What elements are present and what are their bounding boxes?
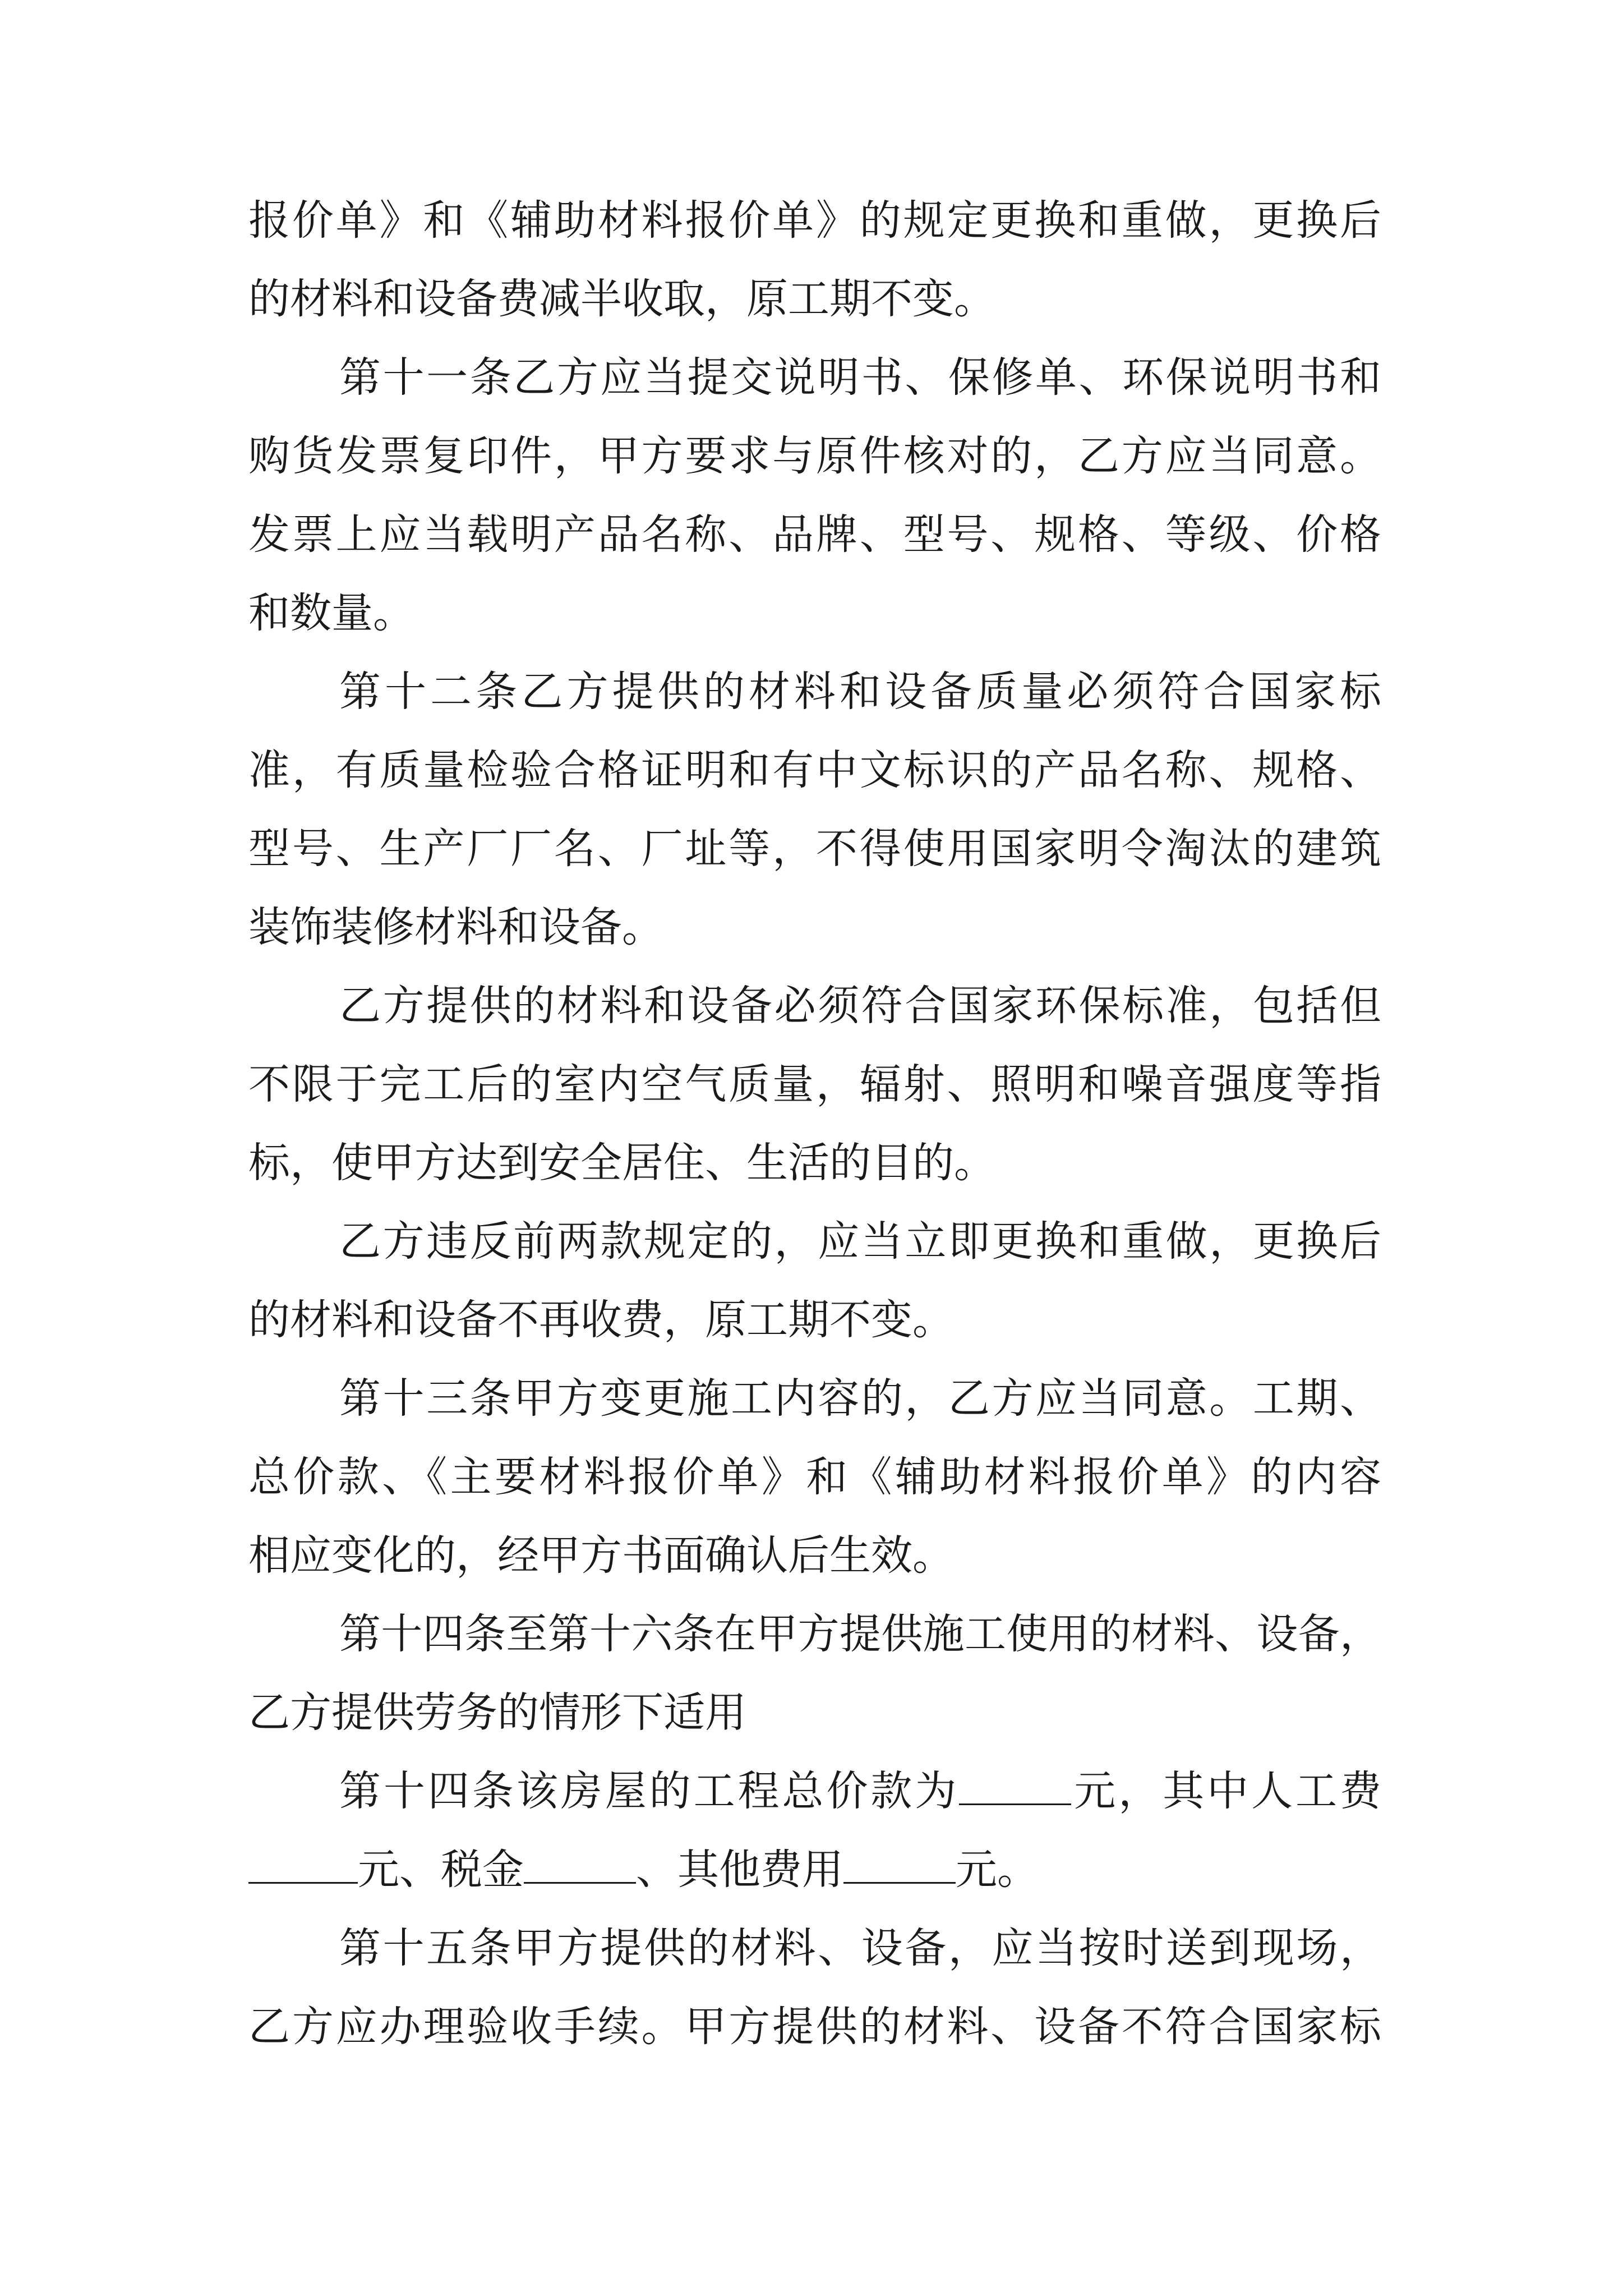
text-line: 报价单》和《辅助材料报价单》的规定更换和重做，更换后 xyxy=(248,196,1381,245)
article-14-text-d: 、其他费用 xyxy=(636,1846,843,1894)
paragraph-line: 乙方提供的材料和设备必须符合国家环保标准，包括但 xyxy=(339,982,1381,1030)
article-14-text-e: 元。 xyxy=(956,1846,1039,1894)
text-line: 总价款、《主要材料报价单》和《辅助材料报价单》的内容 xyxy=(248,1453,1381,1501)
text-line: 不限于完工后的室内空气质量，辐射、照明和噪音强度等指 xyxy=(248,1060,1381,1108)
text-line: 发票上应当载明产品名称、品牌、型号、规格、等级、价格 xyxy=(248,510,1381,559)
text-line: 的材料和设备不再收费，原工期不变。 xyxy=(248,1296,954,1344)
tax-blank xyxy=(524,1848,636,1884)
article-13-heading-line: 第十三条甲方变更施工内容的，乙方应当同意。工期、 xyxy=(339,1374,1381,1423)
article-14-line-1 xyxy=(339,1752,1381,1830)
text-line: 型号、生产厂厂名、厂址等，不得使用国家明令淘汰的建筑 xyxy=(248,825,1381,873)
text-line: 准，有质量检验合格证明和有中文标识的产品名称、规格、 xyxy=(248,746,1381,794)
text-line: 乙方提供劳务的情形下适用 xyxy=(248,1688,746,1737)
article-14-text-b: 元，其中人工费 xyxy=(1071,1767,1382,1815)
article-14-text-c: 元、税金 xyxy=(358,1846,524,1894)
text-line: 乙方应办理验收手续。甲方提供的材料、设备不符合国家标 xyxy=(248,2003,1381,2051)
article-15-heading-line: 第十五条甲方提供的材料、设备，应当按时送到现场， xyxy=(339,1924,1381,1972)
text-line: 装饰装修材料和设备。 xyxy=(248,903,663,951)
text-line: 相应变化的，经甲方书面确认后生效。 xyxy=(248,1531,954,1580)
text-line: 和数量。 xyxy=(248,589,414,637)
scope-note-line: 第十四条至第十六条在甲方提供施工使用的材料、设备， xyxy=(339,1610,1381,1658)
text-line: 的材料和设备费减半收取，原工期不变。 xyxy=(248,275,995,323)
other-fees-blank xyxy=(843,1848,956,1884)
labor-cost-blank xyxy=(248,1848,358,1884)
article-14-line-2 xyxy=(248,1830,1381,1909)
text-line: 标，使甲方达到安全居住、生活的目的。 xyxy=(248,1139,995,1187)
paragraph-line: 乙方违反前两款规定的，应当立即更换和重做，更换后 xyxy=(339,1217,1381,1266)
text-line: 购货发票复印件，甲方要求与原件核对的，乙方应当同意。 xyxy=(248,432,1381,480)
article-12-heading-line: 第十二条乙方提供的材料和设备质量必须符合国家标 xyxy=(339,668,1381,716)
total-price-blank xyxy=(959,1770,1071,1805)
article-11-heading-line: 第十一条乙方应当提交说明书、保修单、环保说明书和 xyxy=(339,353,1381,402)
article-14-text-a: 第十四条该房屋的工程总价款为 xyxy=(339,1767,960,1815)
